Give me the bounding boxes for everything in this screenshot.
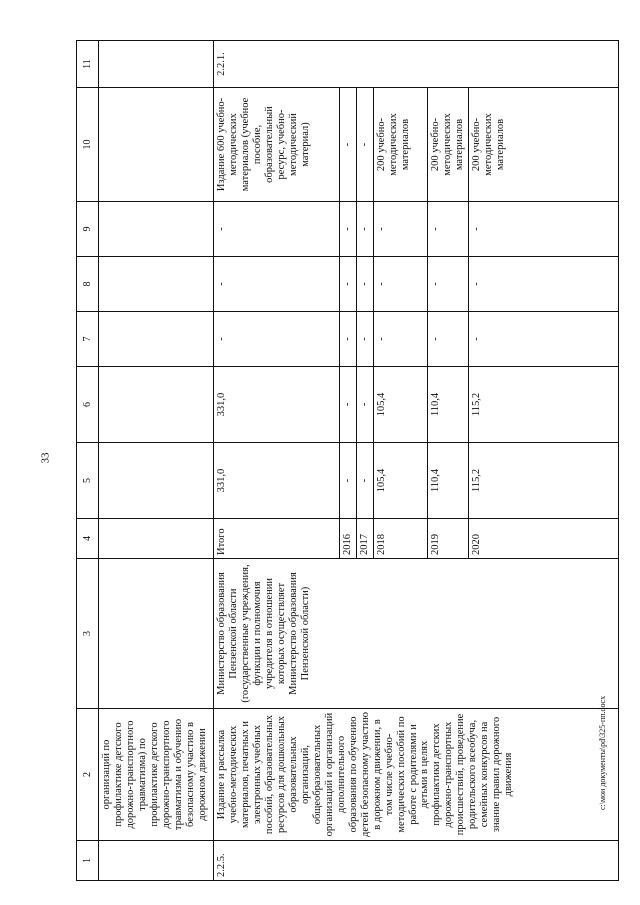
value-cell: -: [340, 202, 357, 257]
value-cell: -: [468, 312, 618, 367]
value-cell: -: [214, 312, 340, 367]
header-cell: 5: [77, 443, 99, 519]
header-row: [77, 41, 99, 881]
year-cell: 2016: [340, 519, 357, 559]
result-cell: 200 учебно-методических материалов: [427, 88, 468, 202]
header-cell: 4: [77, 519, 99, 559]
year-cell: Итого: [214, 519, 340, 559]
value-cell: -: [373, 257, 427, 312]
table-cell: [99, 519, 214, 559]
result-cell: 200 учебно-методических материалов: [373, 88, 427, 202]
header-cell: 9: [77, 202, 99, 257]
result-cell: -: [356, 88, 373, 202]
year-cell: 2017: [356, 519, 373, 559]
value-cell: 105,4: [373, 367, 427, 443]
table-cell: [99, 559, 214, 709]
value-cell: -: [427, 312, 468, 367]
table-cell: [99, 41, 214, 88]
header-cell: 7: [77, 312, 99, 367]
value-cell: -: [373, 202, 427, 257]
item-executor: Министерство образования Пензенской области (государственные учреждения, функции и полномочия учредителя в отношении которых осуществляет Министерство образования Пензенской области): [214, 559, 619, 709]
continuation-row: [99, 41, 214, 881]
continuation-text: организаций по профилактике детского дорожно-транспортного травматизма) по профилактике детского дорожно-транспортного травматизма и обучению безопасному участию в дорожном движении: [99, 709, 214, 841]
value-cell: 331,0: [214, 443, 340, 519]
value-cell: 115,2: [468, 443, 618, 519]
table-cell: [99, 443, 214, 519]
header-cell: 11: [77, 41, 99, 88]
table-row: [214, 41, 340, 881]
value-cell: 331,0: [214, 367, 340, 443]
result-cell: -: [340, 88, 357, 202]
value-cell: -: [468, 257, 618, 312]
header-cell: 3: [77, 559, 99, 709]
value-cell: 110,4: [427, 367, 468, 443]
value-cell: -: [468, 202, 618, 257]
result-cell: 200 учебно-методических материалов: [468, 88, 618, 202]
header-cell: 2: [77, 709, 99, 841]
item-name: Издание и рассылка учебно-методических материалов, печатных и электронных учебных пособий, образовательных ресурсов для дошкольных образовательных организаций, общеобразовательных организаций и организаций дополнительного образования по обучению детей безопасному участию в дорожном движении, в том числе учебно-методических пособий по работе с родителями и детьми в целях профилактики детских дорожно-транспортных происшествий, проведение родительского всеобуча, семейных конкурсов на знание правил дорожного движения: [214, 709, 619, 841]
value-cell: -: [427, 202, 468, 257]
value-cell: -: [356, 257, 373, 312]
program-table: [76, 40, 619, 881]
table-cell: [99, 841, 214, 881]
value-cell: -: [356, 367, 373, 443]
year-cell: 2020: [468, 519, 618, 559]
year-cell: 2018: [373, 519, 427, 559]
item-number: 2.2.5.: [214, 841, 619, 881]
value-cell: -: [340, 367, 357, 443]
header-cell: 10: [77, 88, 99, 202]
value-cell: 110,4: [427, 443, 468, 519]
rotated-table-area: [76, 41, 604, 881]
table-cell: [99, 202, 214, 257]
value-cell: -: [356, 202, 373, 257]
footer-file-path: c:\мои документы\pd\325-пп.docx: [598, 695, 607, 810]
value-cell: -: [373, 312, 427, 367]
value-cell: -: [356, 312, 373, 367]
page-number: 33: [39, 452, 52, 464]
value-cell: -: [214, 257, 340, 312]
table-cell: [99, 88, 214, 202]
value-cell: 115,2: [468, 367, 618, 443]
header-cell: 1: [77, 841, 99, 881]
value-cell: -: [427, 257, 468, 312]
reference-cell: 2.2.1.: [214, 41, 619, 88]
value-cell: -: [214, 202, 340, 257]
table-cell: [99, 312, 214, 367]
value-cell: 105,4: [373, 443, 427, 519]
result-cell: Издание 600 учебно-методических материалов (учебное пособие, образовательный ресурс, учебно-методический материал): [214, 88, 340, 202]
value-cell: -: [340, 312, 357, 367]
value-cell: -: [340, 443, 357, 519]
value-cell: -: [340, 257, 357, 312]
table-cell: [99, 257, 214, 312]
header-cell: 8: [77, 257, 99, 312]
year-cell: 2019: [427, 519, 468, 559]
header-cell: 6: [77, 367, 99, 443]
value-cell: -: [356, 443, 373, 519]
table-cell: [99, 367, 214, 443]
